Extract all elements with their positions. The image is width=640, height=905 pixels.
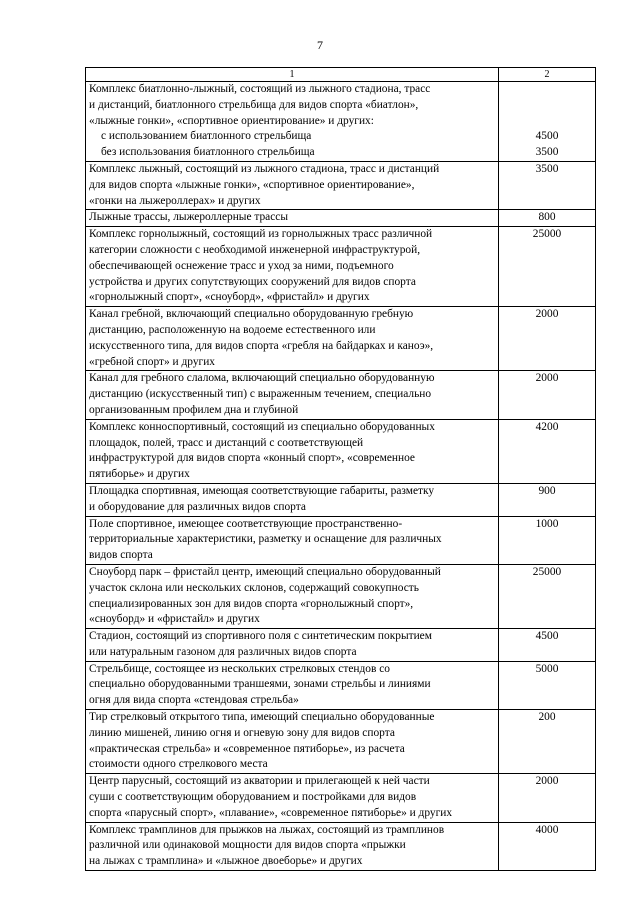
table-row: [86, 710, 596, 774]
description-line: огня для вида спорта «стендовая стрельба»: [89, 694, 299, 707]
facility-value: [499, 516, 596, 564]
description-line: Центр парусный, состоящий из акватории и прилегающей к ней части: [89, 775, 430, 788]
facility-description: [86, 661, 499, 709]
description-line: категории сложности с необходимой инженерной инфраструктурой,: [89, 243, 421, 256]
facility-value: [499, 419, 596, 483]
value-text: 1000: [535, 517, 559, 530]
table-row: [86, 774, 596, 822]
table-row: [86, 307, 596, 371]
description-line: на лыжах с трамплина» и «лыжное двоеборье» и других: [89, 855, 363, 868]
description-line: обеспечивающей оснежение трасс и уход за ними, подъемного: [89, 259, 394, 272]
facility-value: [499, 161, 596, 209]
description-line: различной или одинаковой мощности для видов спорта «прыжки: [89, 839, 406, 852]
description-line: Комплекс трамплинов для прыжков на лыжах, состоящий из трамплинов: [89, 823, 445, 836]
description-line: организованным профилем дна и глубиной: [89, 403, 299, 416]
facility-value: [499, 307, 596, 371]
description-line: и дистанций, биатлонного стрельбища для видов спорта «биатлон»,: [89, 98, 419, 111]
table-row: [86, 629, 596, 662]
facility-value: [499, 629, 596, 662]
description-line: видов спорта: [89, 549, 153, 562]
description-line: специально оборудованными траншеями, зонами стрельбы и линиями: [89, 678, 431, 691]
description-line: Комплекс биатлонно-лыжный, состоящий из лыжного стадиона, трасс: [89, 83, 431, 95]
description-line: устройства и других сопутствующих сооружений для видов спорта: [89, 275, 416, 288]
facility-value: [499, 227, 596, 307]
facility-value: [499, 483, 596, 516]
table-row: [86, 483, 596, 516]
description-line: дистанцию (искусственный тип) с выраженным течением, специально: [89, 388, 432, 401]
facility-description: [86, 419, 499, 483]
description-line: Комплекс горнолыжный, состоящий из горнолыжных трасс различной: [89, 228, 433, 241]
value-text: 4500: [535, 630, 559, 643]
value-text: 200: [538, 711, 556, 724]
table-row: [86, 371, 596, 419]
page-number: 7: [317, 38, 323, 52]
facility-value: [499, 564, 596, 628]
facility-description: [86, 564, 499, 628]
value-text: 4000: [535, 823, 559, 836]
facility-description: [86, 483, 499, 516]
value-text: 3500: [535, 162, 559, 175]
facility-description: [86, 161, 499, 209]
description-line: «сноуборд» и «фристайл» и других: [89, 613, 260, 626]
value-line: 3500: [535, 146, 559, 159]
value-text: 2000: [535, 372, 559, 385]
facility-description: [86, 371, 499, 419]
header-col-2: 2: [499, 68, 596, 82]
description-line: спорта «парусный спорт», «плавание», «современное пятиборье» и других: [89, 806, 453, 819]
table-row: [86, 210, 596, 227]
description-line: Стадион, состоящий из спортивного поля с синтетическим покрытием: [89, 630, 432, 643]
value-line: [502, 114, 592, 130]
description-line: «гонки на лыжероллерах» и других: [89, 194, 261, 207]
description-line: с использованием биатлонного стрельбища: [101, 130, 312, 143]
facilities-table: [85, 67, 596, 871]
description-line: «гребной спорт» и других: [89, 355, 216, 368]
description-line: Канал для гребного слалома, включающий специально оборудованную: [89, 372, 435, 385]
table-row: [86, 661, 596, 709]
description-line: Сноуборд парк – фристайл центр, имеющий специально оборудованный: [89, 565, 441, 578]
facility-value: [499, 371, 596, 419]
description-line: участок склона или нескольких склонов, содержащий совокупность: [89, 581, 419, 594]
facility-description: [86, 307, 499, 371]
value-line: 4500: [535, 130, 559, 143]
table-row: [86, 161, 596, 209]
description-line: Тир стрелковый открытого типа, имеющий специально оборудованные: [89, 711, 435, 724]
description-line: Площадка спортивная, имеющая соответствующие габариты, разметку: [89, 484, 435, 497]
table-row: [86, 82, 596, 162]
description-line: линию мишеней, линию огня и огневую зону для видов спорта: [89, 726, 395, 739]
description-line: дистанцию, расположенную на водоеме естественного или: [89, 323, 376, 336]
description-line: суши с соответствующим оборудованием и постройками для видов: [89, 791, 417, 804]
facility-description: [86, 516, 499, 564]
value-text: 5000: [535, 662, 559, 675]
header-col-1: 1: [86, 68, 499, 82]
table-row: [86, 822, 596, 870]
table-row: [86, 516, 596, 564]
value-text: 900: [538, 484, 556, 497]
value-text: 2000: [535, 775, 559, 788]
description-line: Канал гребной, включающий специально оборудованную гребную: [89, 308, 414, 321]
facility-value: [499, 710, 596, 774]
value-text: 25000: [532, 228, 562, 241]
table-row: [86, 564, 596, 628]
description-line: Поле спортивное, имеющее соответствующие пространственно-: [89, 517, 403, 530]
facility-description: [86, 227, 499, 307]
facility-description: [86, 210, 499, 227]
description-line: Комплекс лыжный, состоящий из лыжного стадиона, трасс и дистанций: [89, 162, 440, 175]
facility-description: [86, 774, 499, 822]
facility-description: [86, 629, 499, 662]
value-line: [502, 82, 592, 98]
facility-value: [499, 774, 596, 822]
description-line: «лыжные гонки», «спортивное ориентирование» и других:: [89, 114, 374, 127]
value-text: 2000: [535, 308, 559, 321]
value-text: 4200: [535, 420, 559, 433]
description-line: специализированных зон для видов спорта «горнолыжный спорт»,: [89, 597, 414, 610]
description-line: и оборудование для различных видов спорта: [89, 500, 306, 513]
facility-description: [86, 822, 499, 870]
description-line: «горнолыжный спорт», «сноуборд», «фристайл» и других: [89, 291, 370, 304]
description-line: или натуральным газоном для различных видов спорта: [89, 645, 357, 658]
value-text: 800: [538, 211, 556, 224]
description-line: без использования биатлонного стрельбища: [101, 146, 315, 159]
description-line: для видов спорта «лыжные гонки», «спортивное ориентирование»,: [89, 178, 415, 191]
description-line: искусственного типа, для видов спорта «гребля на байдарках и каноэ»,: [89, 339, 434, 352]
table-header-row: [86, 68, 596, 82]
value-line: [502, 98, 592, 114]
value-text: 25000: [532, 565, 562, 578]
description-line: Стрельбище, состоящее из нескольких стрелковых стендов со: [89, 662, 390, 675]
facility-description: [86, 710, 499, 774]
description-line: «практическая стрельба» и «современное пятиборье», из расчета: [89, 742, 405, 755]
description-line: стоимости одного стрелкового места: [89, 758, 268, 771]
table-row: [86, 419, 596, 483]
description-line: площадок, полей, трасс и дистанций с соответствующей: [89, 436, 364, 449]
description-line: Лыжные трассы, лыжероллерные трассы: [89, 211, 288, 224]
description-line: пятиборье» и других: [89, 468, 190, 481]
facility-value: [499, 822, 596, 870]
table-row: [86, 227, 596, 307]
facility-value: [499, 82, 596, 162]
facility-value: [499, 210, 596, 227]
description-line: Комплекс конноспортивный, состоящий из специально оборудованных: [89, 420, 435, 433]
description-line: территориальные характеристики, разметку и оснащение для различных: [89, 533, 442, 546]
facility-description: [86, 82, 499, 162]
description-line: инфраструктурой для видов спорта «конный спорт», «современное: [89, 452, 415, 465]
facility-value: [499, 661, 596, 709]
